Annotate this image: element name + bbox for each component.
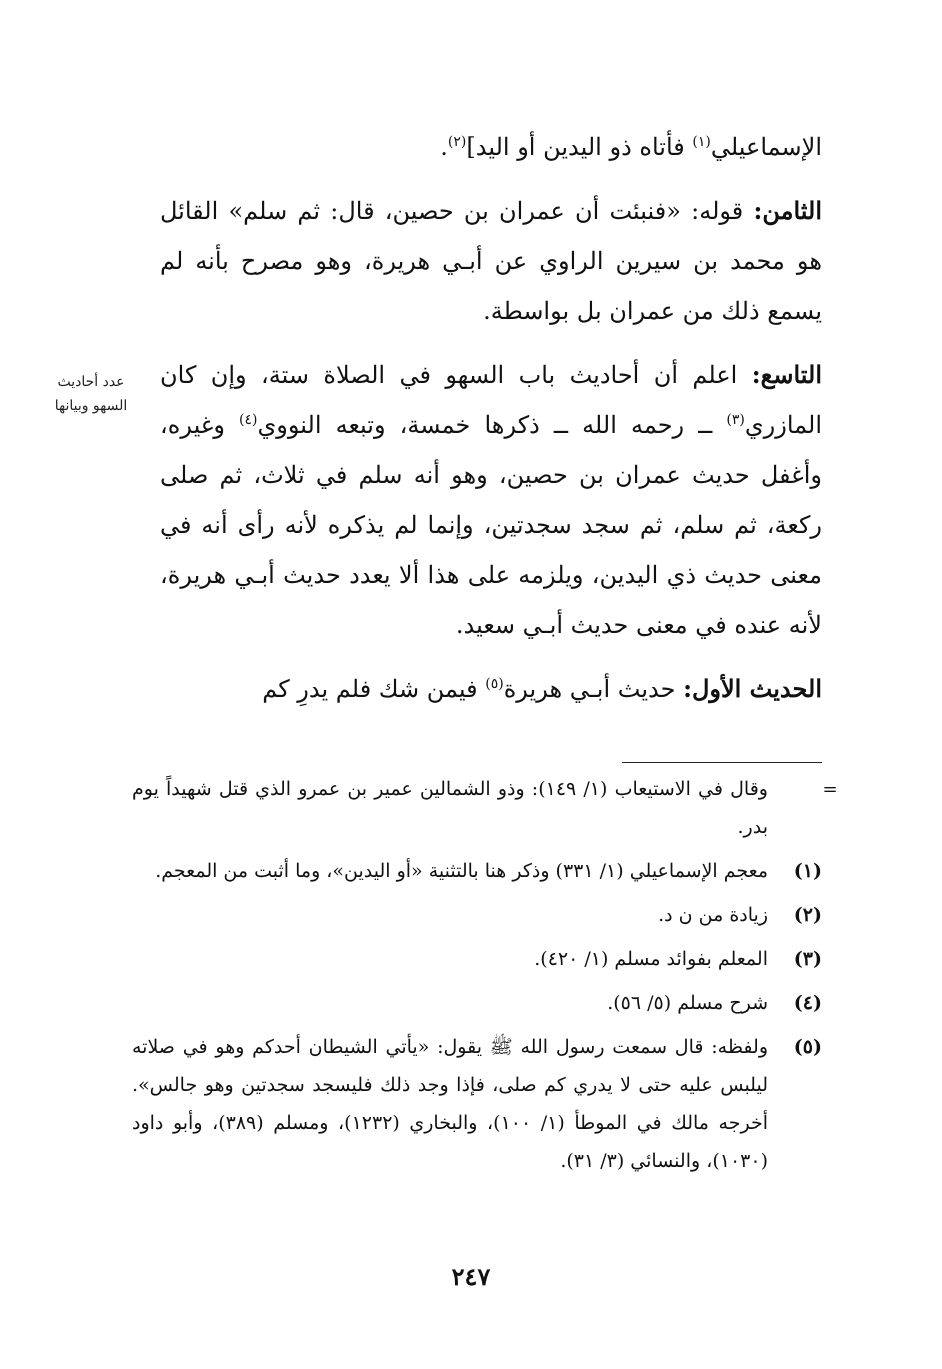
text-segment: الإسماعيلي [710,133,822,161]
footnote-ref-2: (٢) [447,134,467,150]
paragraph-lead: الحديث الأول: [683,674,822,703]
margin-note [36,370,146,418]
footnote-item [132,984,822,1022]
paragraph-eighth [160,186,822,336]
text-segment: حديث أبـي هريرة [503,675,684,703]
footnote-number: (٣) [793,948,822,970]
footnotes [132,770,822,1186]
footnote-ref-4: (٤) [239,412,258,428]
footnote-continuation [132,770,822,846]
text-segment: ــ رحمه الله ــ ذكرها خمسة، وتبعه النووي [257,411,727,439]
footnote-number: (١) [793,860,822,882]
main-text [160,122,822,714]
margin-note-line: السهو وبيانها [54,398,128,414]
paragraph-lead: الثامن: [753,196,822,225]
text-segment: فأتاه ذو اليدين أو اليد] [466,133,693,161]
footnote-item [132,1028,822,1180]
footnote-ref-1: (١) [692,134,711,150]
text-segment: . [440,133,448,161]
footnote-ref-3: (٣) [726,412,745,428]
paragraph-first-hadith [160,664,822,714]
margin-note-line: عدد أحاديث [57,374,125,390]
footnote-text: المعلم بفوائد مسلم (١/ ٤٢٠). [534,948,768,970]
footnote-number-spacer [768,770,822,846]
footnote-separator [622,762,822,763]
continuation-mark: = [822,779,838,800]
text-segment: وغيره، وأغفل حديث عمران بن حصين، وهو أنه سلم في ثلاث، ثم صلى ركعة، ثم سلم، ثم سجد سجدتين، وإنما لم يذكره لأنه رأى أنه في معنى حديث ذي اليدين، ويلزمه على هذا ألا يعدد حديث أبـي هريرة، لأنه عنده في معنى حديث أبـي سعيد. [160,411,822,639]
footnote-item [132,940,822,978]
text-segment: قوله: «فنبئت أن عمران بن حصين، قال: ثم سلم» القائل هو محمد بن سيرين الراوي عن أبـي هريرة، وهو مصرح بأنه لم يسمع ذلك من عمران بل بواسطة. [160,197,822,325]
footnote-text: زيادة من ن د. [658,904,768,926]
footnote-text: معجم الإسماعيلي (١/ ٣٣١) وذكر هنا بالتثنية «أو اليدين»، وما أثبت من المعجم. [155,860,768,882]
footnote-item [132,852,822,890]
text-segment: فيمن شك فلم يدرِ كم [262,675,486,703]
footnote-text: وقال في الاستيعاب (١/ ١٤٩): وذو الشمالين عمير بن عمرو الذي قتل شهيداً يوم بدر. [132,778,768,838]
paragraph-continuation [160,122,822,172]
footnote-item [132,896,822,934]
page-number: ٢٤٧ [451,1262,491,1291]
footnote-ref-5: (٥) [485,676,504,692]
paragraph-ninth [160,350,822,650]
footnote-text: شرح مسلم (٥/ ٥٦). [607,992,768,1014]
footnote-number: (٤) [793,992,822,1014]
paragraph-lead: التاسع: [751,360,822,389]
footnote-text: ولفظه: قال سمعت رسول الله ﷺ يقول: «يأتي الشيطان أحدكم وهو في صلاته ليلبس عليه حتى لا يدري كم صلى، فإذا وجد ذلك فليسجد سجدتين وهو جالس». أخرجه مالك في الموطأ (١/ ١٠٠)، والبخاري (١٢٣٢)، ومسلم (٣٨٩)، وأبو داود (١٠٣٠)، والنسائي (٣/ ٣١). [132,1036,768,1172]
footnote-number: (٥) [793,1036,822,1058]
text-segment: اعلم أن أحاديث باب السهو في الصلاة ستة، وإن كان المازري [160,361,822,439]
footnote-number: (٢) [793,904,822,926]
